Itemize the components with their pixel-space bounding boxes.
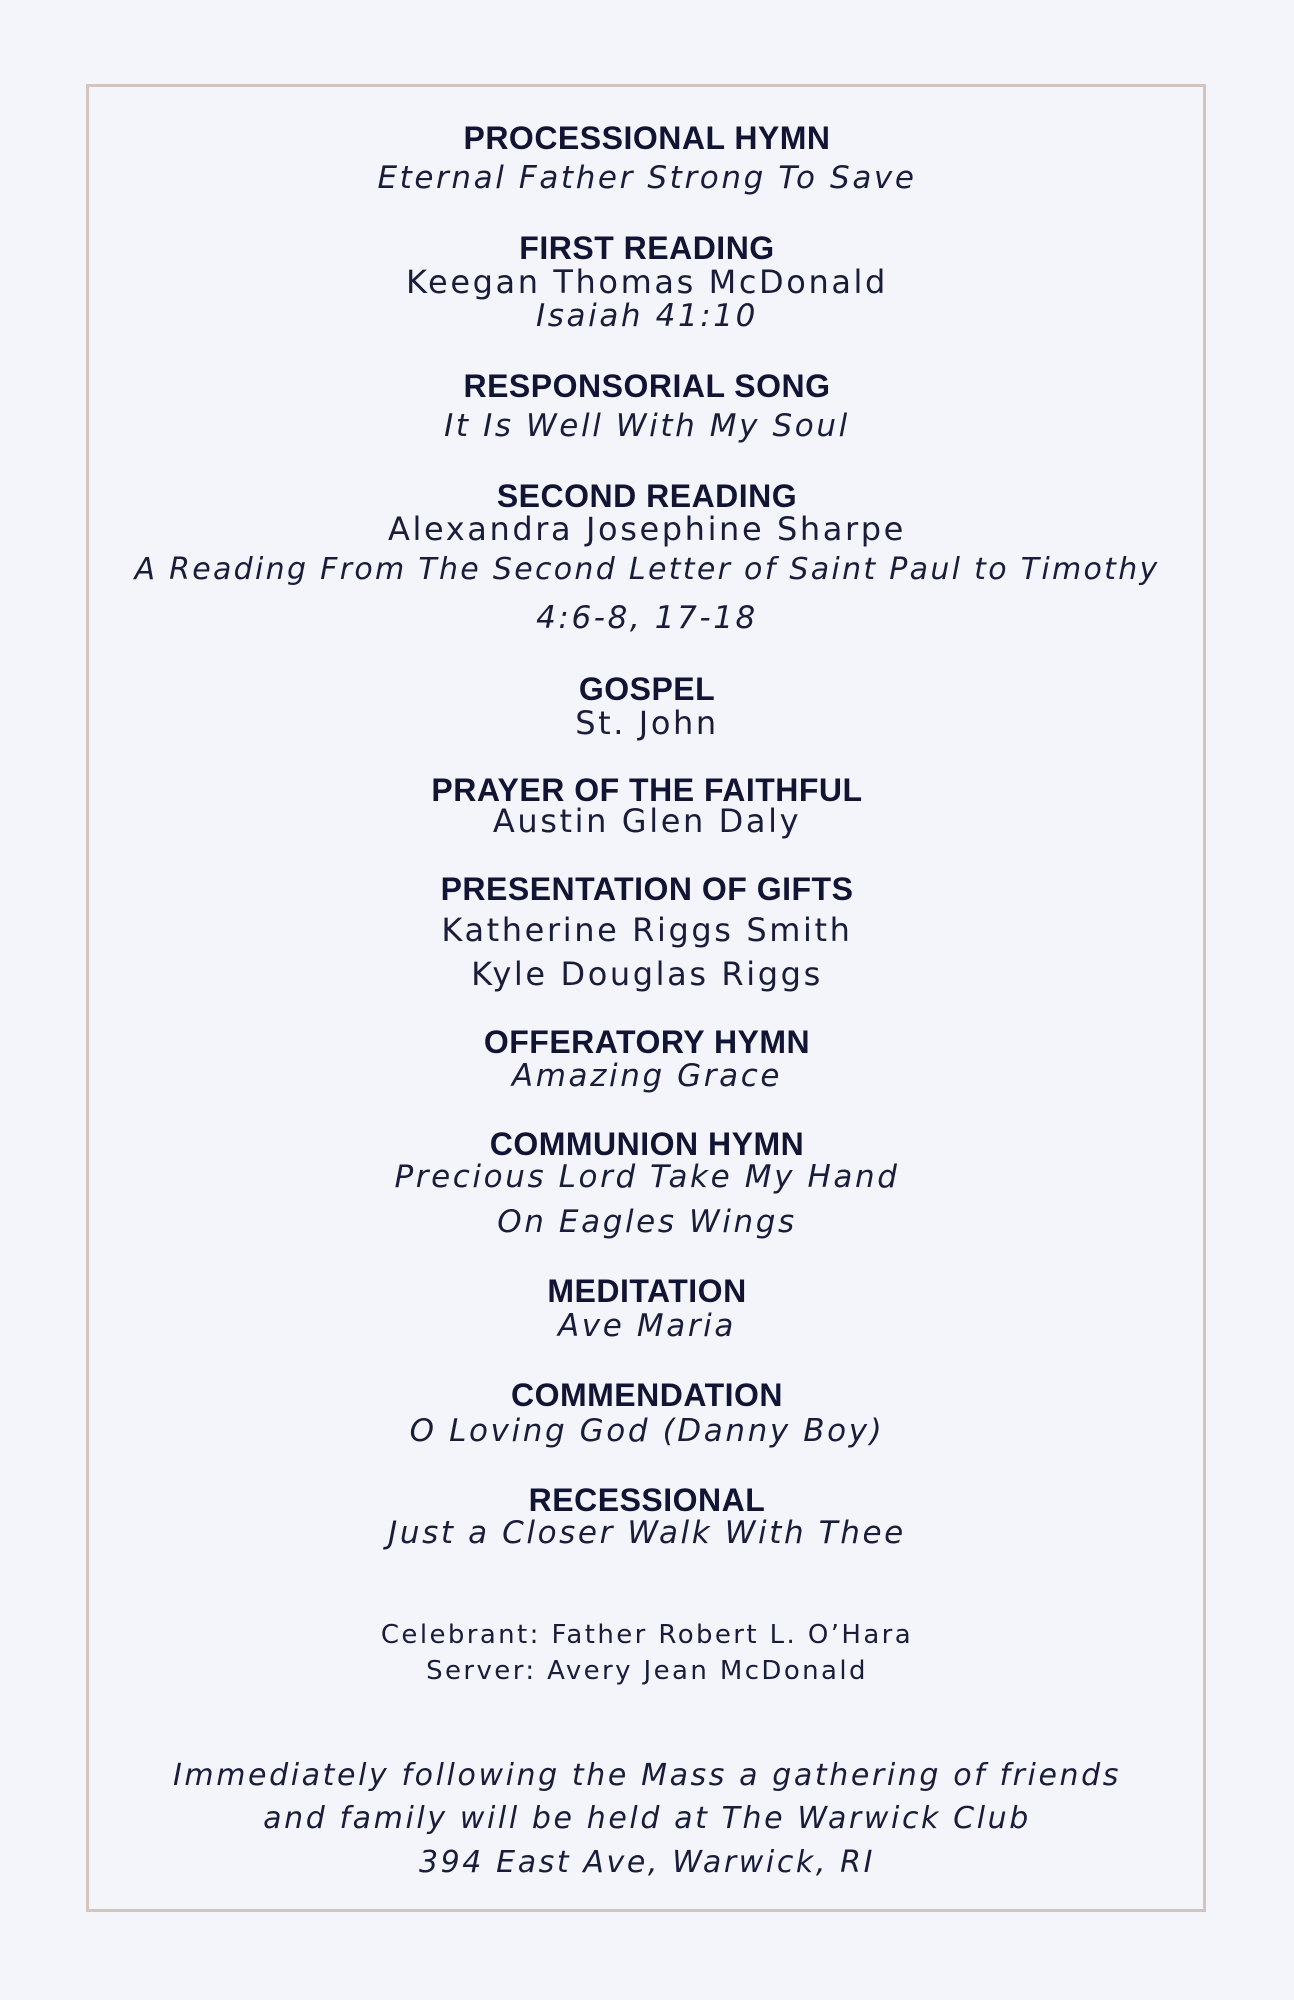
celebrant-line: Celebrant: Father Robert L. O’Hara [380,1620,914,1650]
communion-hymn-title: Precious Lord Take My Hand [394,1159,900,1195]
processional-hymn-heading: PROCESSIONAL HYMN [463,120,831,156]
communion-hymn-heading: COMMUNION HYMN [489,1126,805,1162]
second-reading-reader: Alexandra Josephine Sharpe [388,510,906,548]
first-reading-passage: Isaiah 41:10 [536,298,758,334]
reception-note: and family will be held at The Warwick Club [263,1801,1031,1836]
prayer-of-the-faithful-heading: PRAYER OF THE FAITHFUL [431,772,863,808]
responsorial-song-title: It Is Well With My Soul [444,408,850,444]
reception-address: 394 East Ave, Warwick, RI [418,1845,876,1880]
second-reading-heading: SECOND READING [496,478,798,514]
first-reading-reader: Keegan Thomas McDonald [406,263,888,301]
server-line: Server: Avery Jean McDonald [426,1656,868,1686]
first-reading-heading: FIRST READING [519,230,775,266]
recessional-heading: RECESSIONAL [528,1482,766,1518]
responsorial-song-heading: RESPONSORIAL SONG [463,368,831,404]
commendation-title: O Loving God (Danny Boy) [409,1413,885,1449]
processional-hymn-title: Eternal Father Strong To Save [377,160,917,196]
presentation-of-gifts-presenter: Katherine Riggs Smith [441,911,853,949]
presentation-of-gifts-heading: PRESENTATION OF GIFTS [440,871,854,907]
second-reading-verses: 4:6-8, 17-18 [536,600,758,636]
second-reading-passage: A Reading From The Second Letter of Saint Paul to Timothy [134,552,1160,587]
communion-hymn-title: On Eagles Wings [497,1204,797,1240]
gospel-heading: GOSPEL [578,671,716,707]
recessional-title: Just a Closer Walk With Thee [388,1515,906,1551]
presentation-of-gifts-presenter: Kyle Douglas Riggs [471,955,823,993]
offertory-hymn-title: Amazing Grace [511,1058,783,1094]
offertory-hymn-heading: OFFERATORY HYMN [483,1024,811,1060]
commendation-heading: COMMENDATION [510,1377,784,1413]
meditation-heading: MEDITATION [547,1273,747,1309]
gospel-source: St. John [575,704,719,742]
reception-note: Immediately following the Mass a gathering of friends [172,1758,1122,1793]
prayer-of-the-faithful-reader: Austin Glen Daly [492,802,802,840]
meditation-title: Ave Maria [558,1308,736,1344]
